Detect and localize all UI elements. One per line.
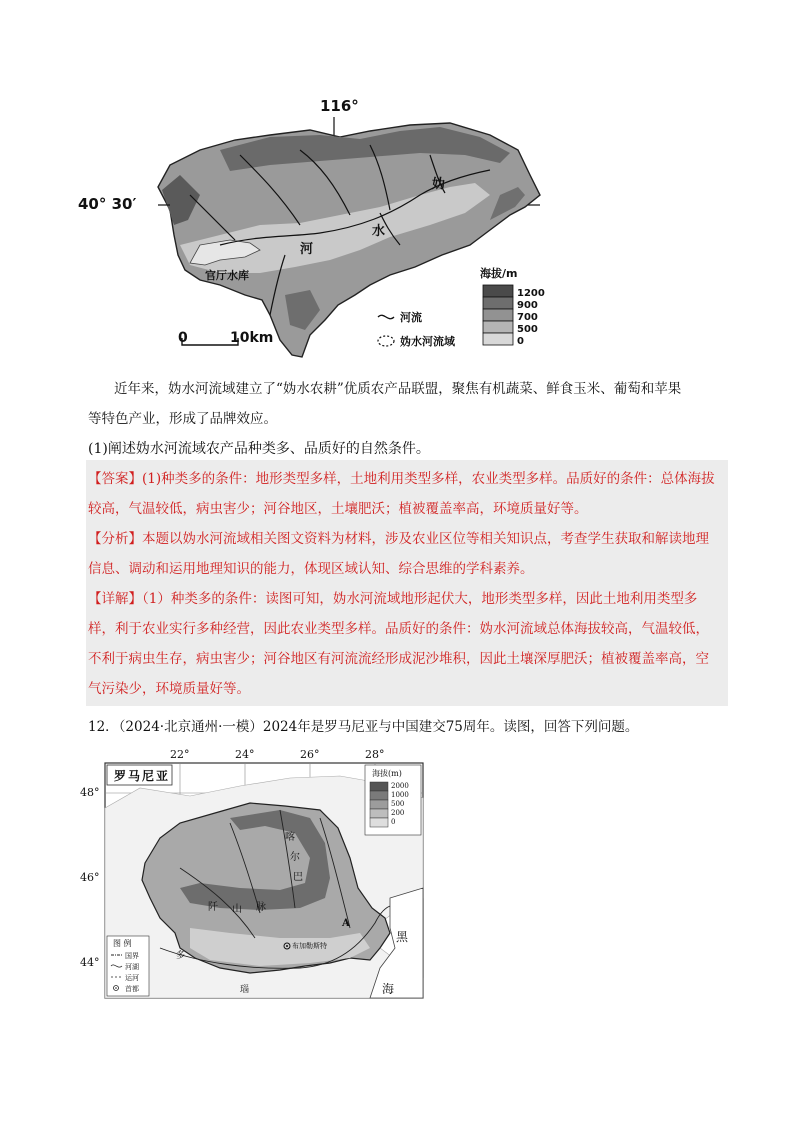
lat-46: 46° (80, 871, 100, 884)
legend-capital: 首都 (125, 985, 139, 993)
legend-basin-symbol (378, 336, 394, 346)
reservoir-label: 官厅水库 (205, 269, 249, 282)
detail-line-2: 样，利于农业实行多种经营，因此农业类型多样。品质好的条件：妫水河流域总体海拔较高，气温较低， (88, 621, 709, 637)
lon-22: 22° (170, 748, 190, 761)
intro-line-2: 等特色产业，形成了品牌效应。 (88, 411, 277, 427)
question-1: (1)阐述妫水河流域农产品种类多、品质好的自然条件。 (88, 441, 430, 457)
elev2-band-0 (370, 818, 388, 827)
scale-zero: 0 (178, 330, 188, 346)
detail-line-4: 气污染少，环境质量好等。 (88, 681, 250, 697)
elevation-legend-2 (370, 782, 388, 827)
elev-band-900 (483, 297, 513, 309)
mtn-char-4: 阡 (208, 902, 218, 913)
sea-char-2: 海 (382, 982, 395, 996)
analysis-line-1: 本题以妫水河流域相关图文资料为材料，涉及农业区位等相关知识点，考查学生获取和解读地理 (142, 531, 709, 547)
point-a: A (342, 918, 350, 929)
elev-band-1200 (483, 285, 513, 297)
answer-tag: 【答案】 (88, 471, 142, 487)
lat-48: 48° (80, 786, 100, 799)
river-char-1: 妫 (432, 177, 446, 192)
lon-label: 116° (320, 97, 359, 115)
intro-paragraph (88, 374, 728, 434)
elev-band-700 (483, 309, 513, 321)
capital-label: 布加勒斯特 (292, 942, 327, 950)
legend-river-text: 河流 (400, 311, 422, 324)
elev-tick-700: 700 (517, 312, 538, 323)
question-12: 12．（2024·北京通州·一模）2024年是罗马尼亚与中国建交75周年。读图，回答下列问题。 (88, 719, 639, 735)
analysis-line-2: 信息、调动和运用地理知识的能力，体现区域认知、综合思维的学科素养。 (88, 561, 534, 577)
map-figure-guishui (70, 95, 550, 370)
elev2-band-1000 (370, 791, 388, 800)
lat-label: 40° 30′ (78, 195, 137, 213)
elev-band-0 (483, 333, 513, 345)
answer-line-2: 较高，气温较低，病虫害少；河谷地区，土壤肥沃；植被覆盖率高，环境质量好等。 (88, 501, 588, 517)
analysis-tag: 【分析】 (88, 531, 142, 547)
legend-canal: 运河 (125, 974, 139, 982)
elev2-tick-0: 0 (391, 818, 396, 826)
elev2-band-200 (370, 809, 388, 818)
legend-title: 图 例 (113, 939, 132, 948)
elev2-band-2000 (370, 782, 388, 791)
elev-band-500 (483, 321, 513, 333)
elev2-tick-1000: 1000 (391, 791, 409, 799)
legend-river: 河湖 (125, 963, 139, 971)
elev-tick-500: 500 (517, 324, 538, 335)
elevation-legend (483, 285, 513, 345)
legend-basin-text: 妫水河流域 (400, 335, 455, 348)
map-figure-romania (80, 748, 440, 1010)
detail-line-1: （1）种类多的条件：读图可知，妫水河流域地形起伏大，地形类型多样，因此土地利用类型多 (142, 591, 698, 607)
lon-24: 24° (235, 748, 255, 761)
elev-tick-1200: 1200 (517, 288, 545, 299)
guishui-basin-map (70, 95, 550, 370)
analysis-block (88, 524, 728, 584)
sea-char-1: 黑 (396, 930, 409, 944)
legend-river-symbol (378, 315, 394, 318)
elev-tick-900: 900 (517, 300, 538, 311)
elev2-title: 海拔(m) (372, 769, 402, 778)
river-char-2: 水 (372, 224, 386, 239)
lon-26: 26° (300, 748, 320, 761)
mtn-char-5: 山 (232, 904, 242, 915)
river-char-duo: 多 (176, 951, 186, 961)
elev-tick-0: 0 (517, 336, 524, 347)
intro-line-1: 近年来，妫水河流域建立了“妫水农耕”优质农产品联盟，聚焦有机蔬菜、鲜食玉米、葡萄和苹果 (114, 381, 682, 397)
elev2-tick-200: 200 (391, 809, 405, 817)
detail-tag: 【详解】 (88, 591, 142, 607)
elev2-tick-2000: 2000 (391, 782, 409, 790)
elev-legend-title: 海拔/m (480, 267, 518, 280)
lon-28: 28° (365, 748, 385, 761)
mtn-char-2: 尔 (290, 852, 300, 863)
mtn-char-3: 巴 (293, 872, 303, 883)
detail-line-3: 不利于病虫生存，病虫害少；河谷地区有河流流经形成泥沙堆积，因此土壤深厚肥沃；植被覆盖率高，空 (88, 651, 709, 667)
map2-title: 罗马尼亚 (114, 769, 171, 783)
legend-border: 国界 (125, 952, 139, 960)
river-char-nao: 瑙 (240, 985, 250, 995)
river-char-3: 河 (300, 242, 314, 257)
answer-block (88, 464, 728, 524)
mtn-char-6: 脉 (256, 902, 266, 913)
scale-length: 10km (230, 330, 274, 346)
elev2-band-500 (370, 800, 388, 809)
lat-44: 44° (80, 956, 100, 969)
elev2-tick-500: 500 (391, 800, 405, 808)
detail-block (88, 584, 728, 704)
mtn-char-1: 喀 (285, 832, 295, 843)
answer-line-1: (1)种类多的条件：地形类型多样，土地利用类型多样，农业类型多样。品质好的条件：总体海拔 (142, 471, 715, 487)
